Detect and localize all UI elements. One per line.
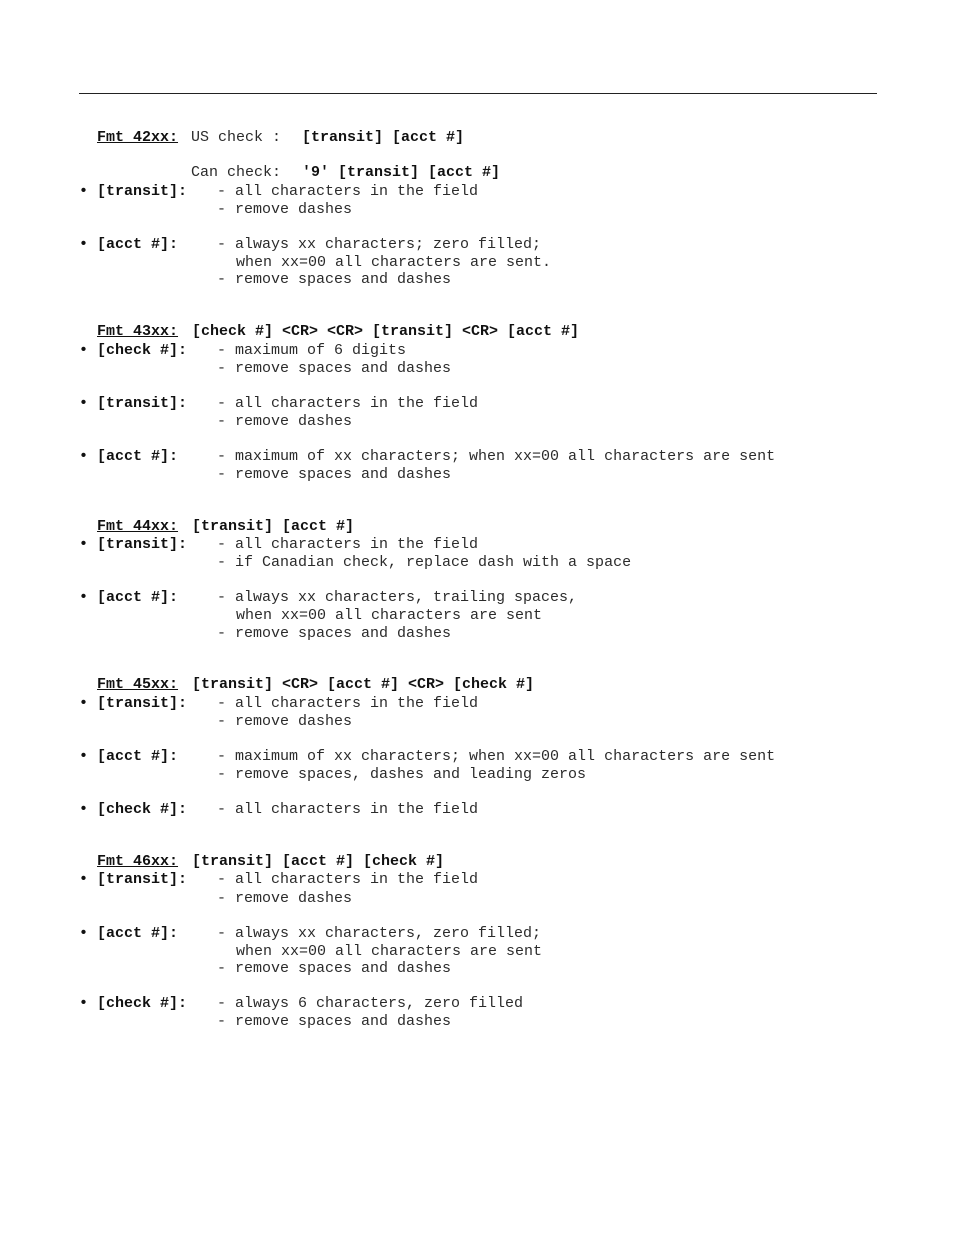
fmt-44-transit-rule-1: - all characters in the field — [217, 536, 479, 553]
fmt-44-heading — [79, 501, 355, 535]
fmt-43-check-rule-2: - remove spaces and dashes — [217, 360, 452, 377]
fmt-45-acct-rule-1: - maximum of xx characters; when xx=00 all characters are sent — [217, 748, 776, 765]
fmt-45-check-label: • [check #]: — [79, 801, 188, 818]
fmt-43-format: [check #] <CR> <CR> [transit] <CR> [acct #] — [192, 323, 580, 340]
fmt-45-acct-rule-2: - remove spaces, dashes and leading zeros — [217, 766, 587, 783]
fmt-46-transit-rule-1: - all characters in the field — [217, 871, 479, 888]
fmt-42-acct-label: • [acct #]: — [79, 236, 179, 253]
fmt-42-label: Fmt 42xx: — [97, 129, 179, 146]
fmt-42-transit-rule-1: - all characters in the field — [217, 183, 479, 200]
fmt-45-check-rule-1: - all characters in the field — [217, 801, 479, 818]
fmt-46-acct-rule-1: - always xx characters, zero filled; — [217, 925, 542, 942]
fmt-45-label: Fmt 45xx: — [97, 676, 179, 693]
fmt-42-can-format: '9' [transit] [acct #] — [302, 164, 501, 181]
fmt-46-acct-rule-2: - remove spaces and dashes — [217, 960, 452, 977]
fmt-42-can-prefix: Can check: — [191, 164, 282, 181]
fmt-43-acct-label: • [acct #]: — [79, 448, 179, 465]
fmt-44-acct-rule-1: - always xx characters, trailing spaces, — [217, 589, 578, 606]
fmt-45-heading — [79, 659, 535, 693]
fmt-46-transit-label: • [transit]: — [79, 871, 188, 888]
fmt-42-acct-rule-2: - remove spaces and dashes — [217, 271, 452, 288]
fmt-43-transit-rule-1: - all characters in the field — [217, 395, 479, 412]
fmt-42-us-prefix: US check : — [191, 129, 282, 146]
fmt-42-acct-rule-1: - always xx characters; zero filled; — [217, 236, 542, 253]
fmt-42-heading — [79, 112, 465, 146]
fmt-44-label: Fmt 44xx: — [97, 518, 179, 535]
fmt-43-label: Fmt 43xx: — [97, 323, 179, 340]
fmt-46-heading — [79, 836, 445, 870]
fmt-43-acct-rule-2: - remove spaces and dashes — [217, 466, 452, 483]
fmt-43-check-label: • [check #]: — [79, 342, 188, 359]
fmt-45-acct-label: • [acct #]: — [79, 748, 179, 765]
top-rule — [79, 93, 877, 94]
fmt-44-acct-rule-2: - remove spaces and dashes — [217, 625, 452, 642]
fmt-44-transit-rule-2: - if Canadian check, replace dash with a space — [217, 554, 632, 571]
fmt-46-acct-label: • [acct #]: — [79, 925, 179, 942]
fmt-46-check-label: • [check #]: — [79, 995, 188, 1012]
fmt-46-check-rule-2: - remove spaces and dashes — [217, 1013, 452, 1030]
fmt-44-acct-label: • [acct #]: — [79, 589, 179, 606]
fmt-45-format: [transit] <CR> [acct #] <CR> [check #] — [192, 676, 535, 693]
fmt-42-can-line — [79, 147, 501, 181]
fmt-44-format: [transit] [acct #] — [192, 518, 355, 535]
fmt-43-heading — [79, 306, 580, 340]
fmt-45-transit-rule-2: - remove dashes — [217, 713, 353, 730]
fmt-42-transit-rule-2: - remove dashes — [217, 201, 353, 218]
fmt-46-format: [transit] [acct #] [check #] — [192, 853, 445, 870]
fmt-43-check-rule-1: - maximum of 6 digits — [217, 342, 407, 359]
fmt-45-transit-label: • [transit]: — [79, 695, 188, 712]
fmt-43-transit-label: • [transit]: — [79, 395, 188, 412]
fmt-46-label: Fmt 46xx: — [97, 853, 179, 870]
fmt-44-acct-rule-1-cont: when xx=00 all characters are sent — [236, 607, 543, 624]
fmt-44-transit-label: • [transit]: — [79, 536, 188, 553]
fmt-43-acct-rule-1: - maximum of xx characters; when xx=00 all characters are sent — [217, 448, 776, 465]
fmt-42-acct-rule-1-cont: when xx=00 all characters are sent. — [236, 254, 552, 271]
fmt-46-check-rule-1: - always 6 characters, zero filled — [217, 995, 524, 1012]
fmt-46-transit-rule-2: - remove dashes — [217, 890, 353, 907]
fmt-42-transit-label: • [transit]: — [79, 183, 188, 200]
fmt-43-transit-rule-2: - remove dashes — [217, 413, 353, 430]
fmt-42-us-format: [transit] [acct #] — [302, 129, 465, 146]
fmt-45-transit-rule-1: - all characters in the field — [217, 695, 479, 712]
fmt-46-acct-rule-1-cont: when xx=00 all characters are sent — [236, 943, 543, 960]
